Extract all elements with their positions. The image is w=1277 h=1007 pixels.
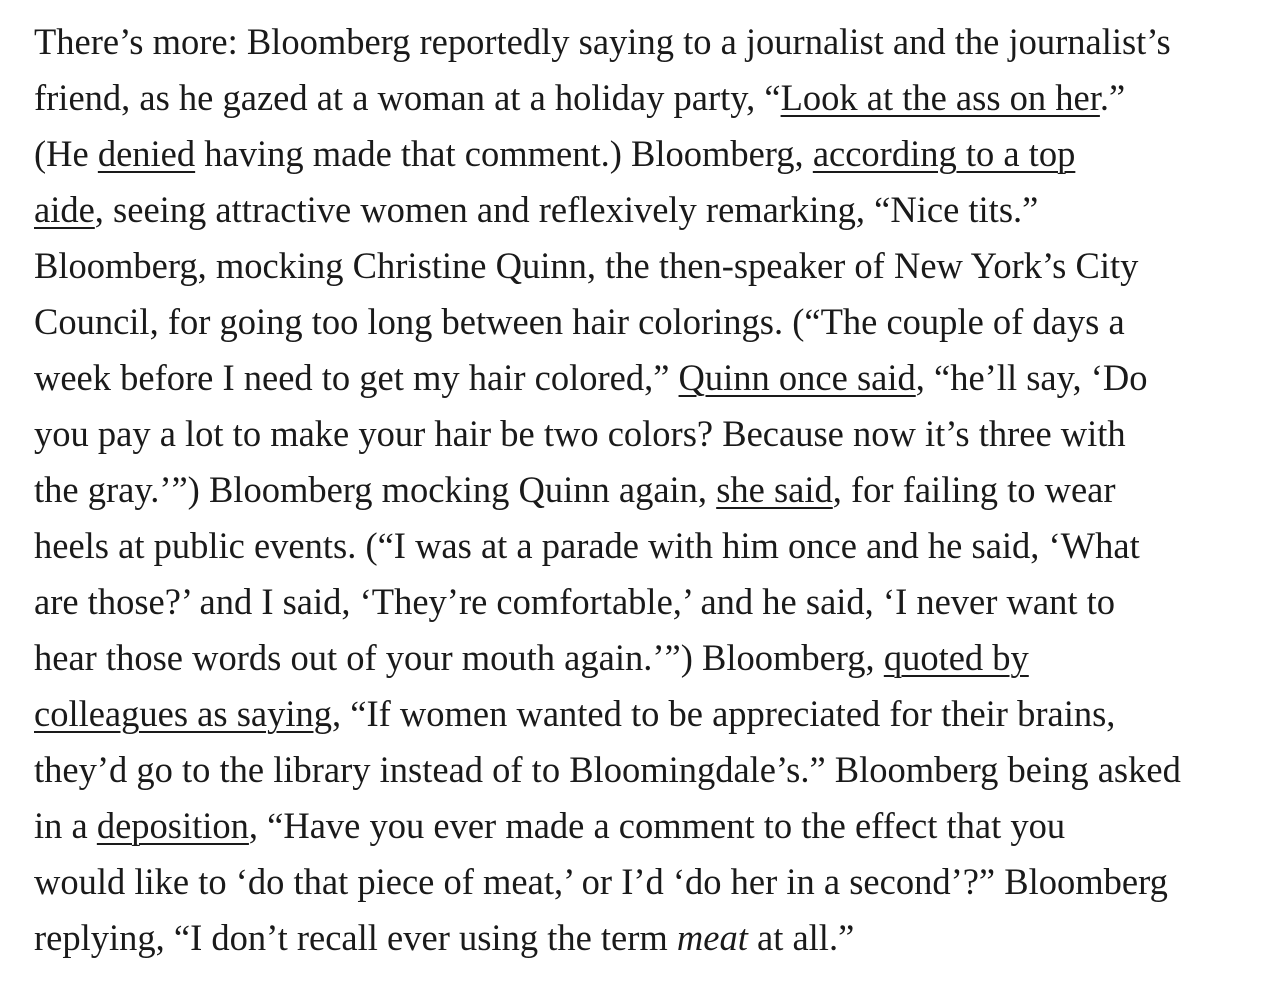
emphasis-meat: meat bbox=[676, 917, 748, 958]
link-according-to-a-top-aide[interactable]: aide bbox=[34, 189, 95, 230]
text-run: (He bbox=[34, 133, 98, 174]
text-run: would like to ‘do that piece of meat,’ or I’d ‘do her in a second’?” Bloomberg bbox=[34, 861, 1168, 902]
text-run: the gray.’”) Bloomberg mocking Quinn again, bbox=[34, 469, 717, 510]
text-run: replying, “I don’t recall ever using the term bbox=[34, 917, 677, 958]
text-line bbox=[34, 406, 1260, 462]
text-line bbox=[34, 238, 1260, 294]
text-line bbox=[34, 574, 1260, 630]
article-paragraph bbox=[34, 14, 1260, 966]
text-line bbox=[34, 518, 1260, 574]
text-run: in a bbox=[34, 805, 97, 846]
text-run: , “Have you ever made a comment to the effect that you bbox=[248, 805, 1066, 846]
link-she-said[interactable]: she said bbox=[716, 469, 833, 510]
text-run: Bloomberg, mocking Christine Quinn, the then-speaker of New York’s City bbox=[34, 245, 1139, 286]
text-line bbox=[34, 182, 1260, 238]
text-run: are those?’ and I said, ‘They’re comfortable,’ and he said, ‘I never want to bbox=[34, 581, 1115, 622]
text-line bbox=[34, 686, 1260, 742]
text-run: heels at public events. (“I was at a parade with him once and he said, ‘What bbox=[34, 525, 1140, 566]
text-line bbox=[34, 462, 1260, 518]
text-line bbox=[34, 798, 1260, 854]
text-run: There’s more: Bloomberg reportedly saying to a journalist and the journalist’s bbox=[34, 21, 1171, 62]
text-run: , “he’ll say, ‘Do bbox=[915, 357, 1148, 398]
link-quoted-by-colleagues[interactable]: colleagues as saying bbox=[34, 693, 332, 734]
text-run: Council, for going too long between hair colorings. (“The couple of days a bbox=[34, 301, 1125, 342]
text-line bbox=[34, 14, 1260, 70]
text-run: .” bbox=[1099, 77, 1126, 118]
text-run: week before I need to get my hair colored,” bbox=[34, 357, 679, 398]
text-line bbox=[34, 126, 1260, 182]
text-run: hear those words out of your mouth again.’”) Bloomberg, bbox=[34, 637, 884, 678]
text-line bbox=[34, 910, 1260, 966]
text-run: , seeing attractive women and reflexively remarking, “Nice tits.” bbox=[94, 189, 1039, 230]
text-run: they’d go to the library instead of to Bloomingdale’s.” Bloomberg being asked bbox=[34, 749, 1181, 790]
link-according-to-a-top-aide[interactable]: according to a top bbox=[812, 133, 1076, 174]
link-look-at-the-ass-on-her[interactable]: Look at the ass on her bbox=[780, 77, 1100, 118]
link-quinn-once-said[interactable]: Quinn once said bbox=[678, 357, 916, 398]
link-denied[interactable]: denied bbox=[97, 133, 196, 174]
text-line bbox=[34, 350, 1260, 406]
text-line bbox=[34, 854, 1260, 910]
text-line bbox=[34, 630, 1260, 686]
text-run: , “If women wanted to be appreciated for their brains, bbox=[332, 693, 1116, 734]
link-deposition[interactable]: deposition bbox=[96, 805, 249, 846]
link-quoted-by-colleagues[interactable]: quoted by bbox=[883, 637, 1029, 678]
text-line bbox=[34, 742, 1260, 798]
text-line bbox=[34, 294, 1260, 350]
text-run: having made that comment.) Bloomberg, bbox=[195, 133, 813, 174]
text-run: , for failing to wear bbox=[832, 469, 1116, 510]
text-run: friend, as he gazed at a woman at a holiday party, “ bbox=[34, 77, 781, 118]
text-run: you pay a lot to make your hair be two colors? Because now it’s three with bbox=[34, 413, 1126, 454]
text-line bbox=[34, 70, 1260, 126]
text-run: at all.” bbox=[747, 917, 855, 958]
